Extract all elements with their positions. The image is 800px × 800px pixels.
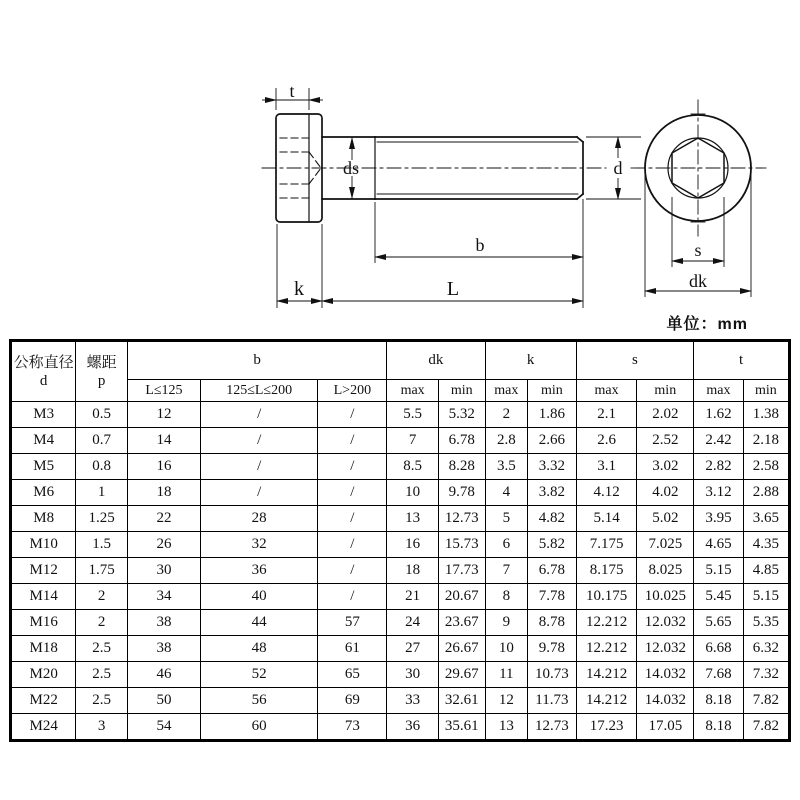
units-label: 单位：mm <box>666 316 748 333</box>
col-header-k: k <box>485 341 576 380</box>
size-cell: M16 <box>11 610 76 636</box>
value-cell: 1.25 <box>76 506 128 532</box>
value-cell: 12.212 <box>576 610 637 636</box>
value-cell: / <box>318 532 387 558</box>
table-row <box>11 532 789 558</box>
col-header-s-min: min <box>637 380 694 402</box>
value-cell: 24 <box>387 610 439 636</box>
col-header-b3: L>200 <box>318 380 387 402</box>
col-header-p: p <box>97 372 106 389</box>
value-cell: 13 <box>387 506 439 532</box>
value-cell: 1.86 <box>528 402 577 428</box>
value-cell: 2.5 <box>76 662 128 688</box>
value-cell: 57 <box>318 610 387 636</box>
value-cell: 2.1 <box>576 402 637 428</box>
value-cell: 20.67 <box>438 584 485 610</box>
value-cell: 7.78 <box>528 584 577 610</box>
value-cell: / <box>318 454 387 480</box>
size-cell: M22 <box>11 688 76 714</box>
table-row <box>11 636 789 662</box>
value-cell: 6.78 <box>528 558 577 584</box>
value-cell: 54 <box>127 714 200 741</box>
value-cell: 9.78 <box>438 480 485 506</box>
value-cell: 44 <box>200 610 318 636</box>
value-cell: 60 <box>200 714 318 741</box>
value-cell: 5.02 <box>637 506 694 532</box>
col-header-s-max: max <box>576 380 637 402</box>
value-cell: 12.73 <box>438 506 485 532</box>
value-cell: 36 <box>387 714 439 741</box>
col-header-d: d <box>39 372 48 389</box>
value-cell: 2.02 <box>637 402 694 428</box>
value-cell: 6 <box>485 532 528 558</box>
table-row <box>11 480 789 506</box>
table-row <box>11 688 789 714</box>
value-cell: 3 <box>76 714 128 741</box>
dimension-table <box>10 340 790 741</box>
value-cell: 32 <box>200 532 318 558</box>
value-cell: 6.68 <box>694 636 744 662</box>
value-cell: 3.95 <box>694 506 744 532</box>
value-cell: 3.32 <box>528 454 577 480</box>
value-cell: 2.52 <box>637 428 694 454</box>
value-cell: 17.23 <box>576 714 637 741</box>
value-cell: 26.67 <box>438 636 485 662</box>
value-cell: 5.32 <box>438 402 485 428</box>
value-cell: 5.14 <box>576 506 637 532</box>
value-cell: 1.5 <box>76 532 128 558</box>
value-cell: 26 <box>127 532 200 558</box>
value-cell: 6.78 <box>438 428 485 454</box>
value-cell: 2.6 <box>576 428 637 454</box>
value-cell: 13 <box>485 714 528 741</box>
value-cell: 3.82 <box>528 480 577 506</box>
value-cell: 11.73 <box>528 688 577 714</box>
dim-label-k: k <box>294 278 304 300</box>
value-cell: 10.175 <box>576 584 637 610</box>
dim-label-d: d <box>613 158 623 178</box>
table-row <box>11 454 789 480</box>
value-cell: 7.175 <box>576 532 637 558</box>
value-cell: 3.1 <box>576 454 637 480</box>
value-cell: 30 <box>127 558 200 584</box>
value-cell: 16 <box>387 532 439 558</box>
table-header <box>11 341 789 402</box>
dim-label-t: t <box>289 81 295 101</box>
value-cell: 10 <box>387 480 439 506</box>
value-cell: 12.032 <box>637 610 694 636</box>
value-cell: / <box>318 506 387 532</box>
table-body <box>11 402 789 741</box>
value-cell: 5.45 <box>694 584 744 610</box>
value-cell: 50 <box>127 688 200 714</box>
value-cell: 17.73 <box>438 558 485 584</box>
value-cell: 2.5 <box>76 688 128 714</box>
value-cell: / <box>318 428 387 454</box>
value-cell: 65 <box>318 662 387 688</box>
col-header-s: s <box>576 341 693 380</box>
table-row <box>11 428 789 454</box>
col-header-b2: 125≤L≤200 <box>200 380 318 402</box>
size-cell: M3 <box>11 402 76 428</box>
value-cell: / <box>200 402 318 428</box>
technical-drawing <box>0 0 800 340</box>
value-cell: 7.82 <box>743 714 789 741</box>
value-cell: 5.82 <box>528 532 577 558</box>
value-cell: 38 <box>127 636 200 662</box>
value-cell: 38 <box>127 610 200 636</box>
value-cell: 4.85 <box>743 558 789 584</box>
value-cell: 7.32 <box>743 662 789 688</box>
value-cell: 1.75 <box>76 558 128 584</box>
value-cell: 32.61 <box>438 688 485 714</box>
value-cell: 30 <box>387 662 439 688</box>
size-cell: M5 <box>11 454 76 480</box>
col-header-dk: dk <box>387 341 485 380</box>
value-cell: 3.5 <box>485 454 528 480</box>
value-cell: 1 <box>76 480 128 506</box>
table-row <box>11 402 789 428</box>
value-cell: 18 <box>387 558 439 584</box>
value-cell: 14 <box>127 428 200 454</box>
value-cell: 33 <box>387 688 439 714</box>
col-header-nominal-diameter <box>11 341 76 402</box>
value-cell: 61 <box>318 636 387 662</box>
size-cell: M6 <box>11 480 76 506</box>
value-cell: 0.7 <box>76 428 128 454</box>
value-cell: 5.35 <box>743 610 789 636</box>
value-cell: 7 <box>485 558 528 584</box>
dim-label-L: L <box>446 278 460 300</box>
value-cell: 46 <box>127 662 200 688</box>
value-cell: / <box>318 480 387 506</box>
col-header-dk-min: min <box>438 380 485 402</box>
value-cell: 0.8 <box>76 454 128 480</box>
col-header-b1: L≤125 <box>127 380 200 402</box>
value-cell: 12 <box>485 688 528 714</box>
value-cell: 56 <box>200 688 318 714</box>
value-cell: 8.5 <box>387 454 439 480</box>
value-cell: 52 <box>200 662 318 688</box>
value-cell: 34 <box>127 584 200 610</box>
table-row <box>11 714 789 741</box>
value-cell: 5 <box>485 506 528 532</box>
col-header-t: t <box>694 341 789 380</box>
value-cell: 12.032 <box>637 636 694 662</box>
value-cell: 8.78 <box>528 610 577 636</box>
value-cell: 14.212 <box>576 662 637 688</box>
value-cell: 7 <box>387 428 439 454</box>
value-cell: 28 <box>200 506 318 532</box>
value-cell: 2.5 <box>76 636 128 662</box>
value-cell: 3.12 <box>694 480 744 506</box>
value-cell: 16 <box>127 454 200 480</box>
table-row <box>11 584 789 610</box>
col-header-b: b <box>127 341 386 380</box>
value-cell: 14.032 <box>637 688 694 714</box>
value-cell: / <box>318 558 387 584</box>
value-cell: 5.5 <box>387 402 439 428</box>
value-cell: 6.32 <box>743 636 789 662</box>
value-cell: 7.68 <box>694 662 744 688</box>
value-cell: 14.032 <box>637 662 694 688</box>
value-cell: 10 <box>485 636 528 662</box>
value-cell: 4.65 <box>694 532 744 558</box>
value-cell: 2.18 <box>743 428 789 454</box>
value-cell: 3.02 <box>637 454 694 480</box>
value-cell: 12.212 <box>576 636 637 662</box>
size-cell: M8 <box>11 506 76 532</box>
value-cell: / <box>318 402 387 428</box>
size-cell: M4 <box>11 428 76 454</box>
table-row <box>11 558 789 584</box>
value-cell: 12 <box>127 402 200 428</box>
value-cell: / <box>200 428 318 454</box>
size-cell: M24 <box>11 714 76 741</box>
value-cell: 5.15 <box>694 558 744 584</box>
value-cell: 1.62 <box>694 402 744 428</box>
value-cell: 23.67 <box>438 610 485 636</box>
dim-label-dk: dk <box>689 271 707 291</box>
value-cell: 5.65 <box>694 610 744 636</box>
value-cell: 8.28 <box>438 454 485 480</box>
side-view-dimensions <box>262 88 641 308</box>
value-cell: 0.5 <box>76 402 128 428</box>
end-view <box>631 100 766 236</box>
col-header-pitch-cn: 螺距 <box>86 354 117 371</box>
value-cell: 9 <box>485 610 528 636</box>
size-cell: M12 <box>11 558 76 584</box>
dim-label-s: s <box>694 240 702 260</box>
value-cell: 8 <box>485 584 528 610</box>
value-cell: 21 <box>387 584 439 610</box>
value-cell: / <box>200 454 318 480</box>
table-row <box>11 662 789 688</box>
table-row <box>11 610 789 636</box>
value-cell: 40 <box>200 584 318 610</box>
value-cell: 48 <box>200 636 318 662</box>
col-header-pitch <box>76 341 128 402</box>
value-cell: 8.175 <box>576 558 637 584</box>
value-cell: 36 <box>200 558 318 584</box>
value-cell: 22 <box>127 506 200 532</box>
value-cell: 2.88 <box>743 480 789 506</box>
value-cell: 12.73 <box>528 714 577 741</box>
value-cell: 2 <box>76 584 128 610</box>
value-cell: 10.025 <box>637 584 694 610</box>
dim-label-b: b <box>475 235 485 255</box>
value-cell: 18 <box>127 480 200 506</box>
value-cell: 2.82 <box>694 454 744 480</box>
size-cell: M20 <box>11 662 76 688</box>
value-cell: 35.61 <box>438 714 485 741</box>
dim-label-ds: ds <box>342 158 360 178</box>
value-cell: 4.82 <box>528 506 577 532</box>
value-cell: 8.025 <box>637 558 694 584</box>
col-header-k-min: min <box>528 380 577 402</box>
value-cell: 1.38 <box>743 402 789 428</box>
value-cell: 4.35 <box>743 532 789 558</box>
value-cell: 7.025 <box>637 532 694 558</box>
value-cell: 2.42 <box>694 428 744 454</box>
value-cell: 2.58 <box>743 454 789 480</box>
value-cell: 4.02 <box>637 480 694 506</box>
value-cell: / <box>318 584 387 610</box>
value-cell: 69 <box>318 688 387 714</box>
value-cell: 15.73 <box>438 532 485 558</box>
value-cell: 4.12 <box>576 480 637 506</box>
value-cell: 3.65 <box>743 506 789 532</box>
value-cell: 8.18 <box>694 688 744 714</box>
col-header-t-max: max <box>694 380 744 402</box>
value-cell: 8.18 <box>694 714 744 741</box>
size-cell: M10 <box>11 532 76 558</box>
value-cell: 14.212 <box>576 688 637 714</box>
col-header-nominal-diameter-cn: 公称直径 <box>13 354 74 371</box>
value-cell: 2 <box>485 402 528 428</box>
value-cell: 4 <box>485 480 528 506</box>
value-cell: 17.05 <box>637 714 694 741</box>
value-cell: 2 <box>76 610 128 636</box>
value-cell: 5.15 <box>743 584 789 610</box>
size-cell: M14 <box>11 584 76 610</box>
value-cell: 11 <box>485 662 528 688</box>
table-row <box>11 506 789 532</box>
col-header-dk-max: max <box>387 380 439 402</box>
size-cell: M18 <box>11 636 76 662</box>
value-cell: 73 <box>318 714 387 741</box>
side-view <box>262 114 606 222</box>
col-header-t-min: min <box>743 380 789 402</box>
value-cell: / <box>200 480 318 506</box>
value-cell: 27 <box>387 636 439 662</box>
value-cell: 10.73 <box>528 662 577 688</box>
value-cell: 9.78 <box>528 636 577 662</box>
value-cell: 7.82 <box>743 688 789 714</box>
col-header-k-max: max <box>485 380 528 402</box>
value-cell: 2.8 <box>485 428 528 454</box>
value-cell: 2.66 <box>528 428 577 454</box>
value-cell: 29.67 <box>438 662 485 688</box>
